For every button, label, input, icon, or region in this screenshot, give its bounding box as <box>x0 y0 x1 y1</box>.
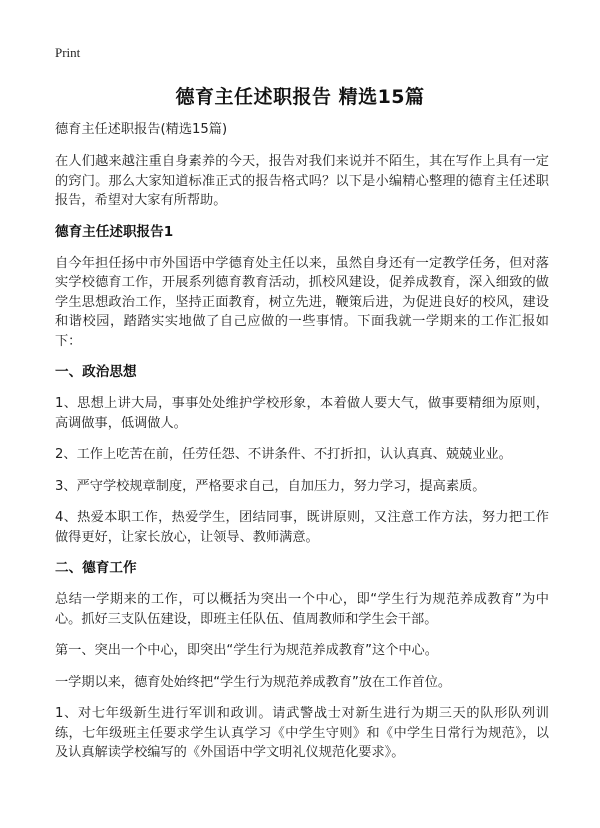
section-heading-politics: 一、政治思想 <box>55 364 137 380</box>
report-intro-paragraph: 自今年担任扬中市外国语中学德育处主任以来，虽然自身还有一定教学任务，但对落实学校德育工作，开展系列德育教育活动，抓校风建设，促养成教育，深入细致的做学生思想政治工作，坚持正面教育，树立先进，鞭策后进，为促进良好的校风，建设和谐校园，踏踏实实地做了自己应做的一些事情。下面我就一学期来的工作汇报如下： <box>55 255 549 349</box>
moral-paragraph-3: 一学期以来，德育处始终把“学生行为规范养成教育”放在工作首位。 <box>55 674 452 690</box>
moral-paragraph-2: 第一、突出一个中心，即突出“学生行为规范养成教育”这个中心。 <box>55 643 438 658</box>
politics-item-2: 2、工作上吃苦在前，任劳任怨、不讲条件、不打折扣，认认真真、兢兢业业。 <box>55 447 512 462</box>
document-title: 德育主任述职报告 精选15篇 <box>175 86 425 108</box>
document-body <box>55 120 549 775</box>
politics-item-1: 1、思想上讲大局，事事处处维护学校形象，本着做人要大气，做事要精细为原则，高调做事，低调做人。 <box>55 396 549 431</box>
section-heading-moral-education: 二、德育工作 <box>55 560 137 576</box>
print-link[interactable]: Print <box>55 45 81 60</box>
report-heading: 德育主任述职报告1 <box>55 223 174 240</box>
document-subtitle: 德育主任述职报告(精选15篇) <box>55 122 228 137</box>
politics-item-3: 3、严守学校规章制度，严格要求自己，自加压力，努力学习，提高素质。 <box>55 478 486 494</box>
moral-paragraph-1: 总结一学期来的工作，可以概括为突出一个中心，即“学生行为规范养成教育”为中心。抓好三支队伍建设，即班主任队伍、值周教师和学生会干部。 <box>55 592 549 627</box>
moral-paragraph-4: 1、对七年级新生进行军训和政训。请武警战士对新生进行为期三天的队形队列训练，七年级班主任要求学生认真学习《中学生守则》和《中学生日常行为规范》，以及认真解读学校编写的《外国语中学文明礼仪规范化要求》。 <box>55 706 549 760</box>
intro-paragraph: 在人们越来越注重自身素养的今天，报告对我们来说并不陌生，其在写作上具有一定的窍门。那么大家知道标准正式的报告格式吗？以下是小编精心整理的德育主任述职报告，希望对大家有所帮助。 <box>55 154 549 208</box>
politics-item-4: 4、热爱本职工作，热爱学生，团结同事，既讲原则，又注意工作方法，努力把工作做得更好，让家长放心，让领导、教师满意。 <box>55 510 549 545</box>
